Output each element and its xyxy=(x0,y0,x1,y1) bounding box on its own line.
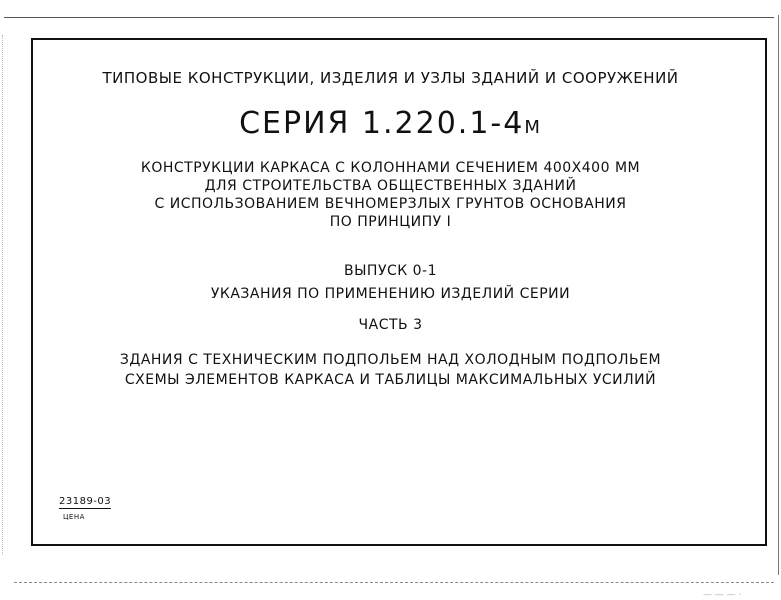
corner-scan-marks: — — — · xyxy=(703,590,742,600)
content-line-2: СХЕМЫ ЭЛЕМЕНТОВ КАРКАСА И ТАБЛИЦЫ МАКСИМАЛЬНЫХ УСИЛИЙ xyxy=(124,372,657,388)
scan-edge-top xyxy=(4,17,774,18)
description-line-2: ДЛЯ СТРОИТЕЛЬСТВА ОБЩЕСТВЕННЫХ ЗДАНИЙ xyxy=(204,178,577,194)
part-number: ЧАСТЬ 3 xyxy=(358,317,423,333)
issue-number: ВЫПУСК 0-1 xyxy=(343,263,438,279)
series-title xyxy=(0,106,781,141)
description-line-4: ПО ПРИНЦИПУ I xyxy=(329,214,452,230)
content-line-1: ЗДАНИЯ С ТЕХНИЧЕСКИМ ПОДПОЛЬЕМ НАД ХОЛОДНЫМ ПОДПОЛЬЕМ xyxy=(119,352,662,368)
document-code: 23189-03 xyxy=(59,496,112,507)
series-label: СЕРИЯ 1.220.1-4 xyxy=(239,106,525,141)
description-line-3: С ИСПОЛЬЗОВАНИЕМ ВЕЧНОМЕРЗЛЫХ ГРУНТОВ ОСНОВАНИЯ xyxy=(154,196,627,212)
scan-edge-bottom xyxy=(14,582,774,583)
document-header: ТИПОВЫЕ КОНСТРУКЦИИ, ИЗДЕЛИЯ И УЗЛЫ ЗДАНИЙ И СООРУЖЕНИЙ xyxy=(102,69,679,87)
issue-subtitle: УКАЗАНИЯ ПО ПРИМЕНЕНИЮ ИЗДЕЛИЙ СЕРИИ xyxy=(210,286,571,302)
series-suffix: М xyxy=(524,117,542,138)
price-label: ЦЕНА xyxy=(63,513,85,521)
description-line-1: КОНСТРУКЦИИ КАРКАСА С КОЛОННАМИ СЕЧЕНИЕМ 400Х400 ММ xyxy=(140,160,641,176)
